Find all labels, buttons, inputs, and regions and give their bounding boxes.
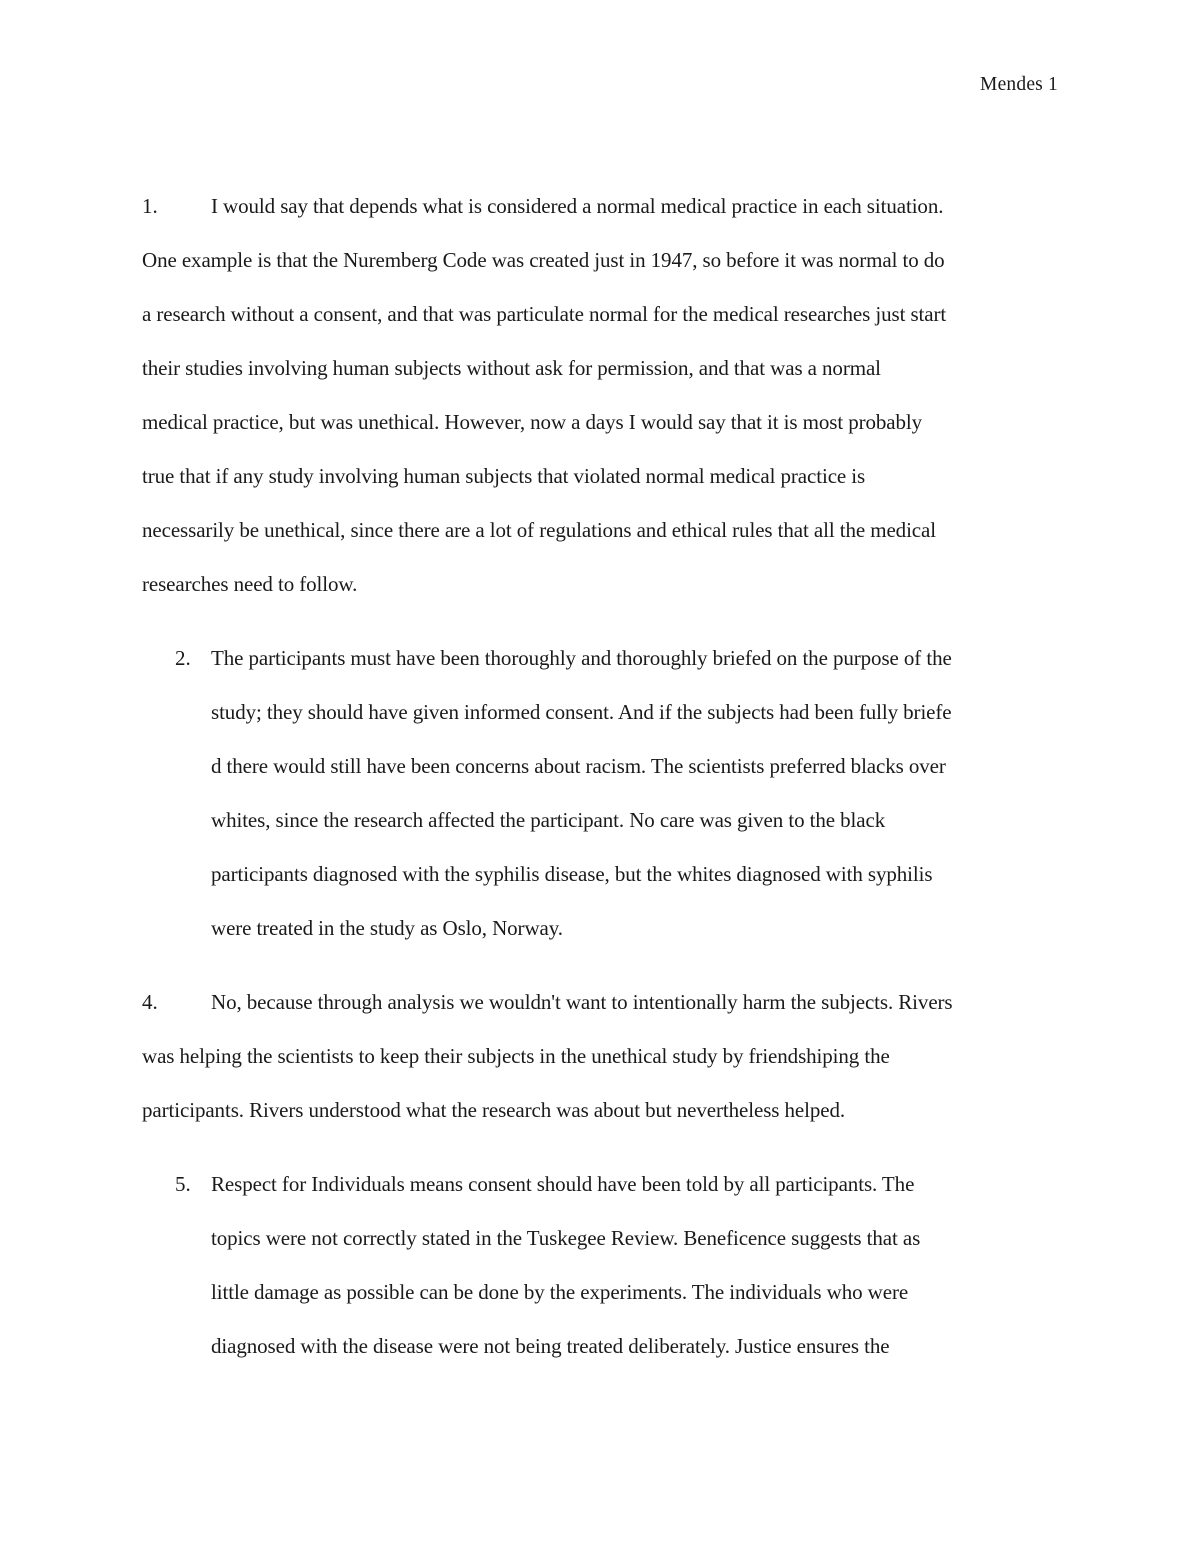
answer-1-number: 1. <box>142 194 158 218</box>
answer-2-line: whites, since the research affected the participant. No care was given to the black <box>211 808 886 832</box>
answer-2-number: 2. <box>175 646 191 670</box>
answer-5-line: Respect for Individuals means consent should have been told by all participants. The <box>211 1172 915 1196</box>
answer-4-line: was helping the scientists to keep their subjects in the unethical study by friendshiping the <box>142 1044 890 1068</box>
answer-4-number: 4. <box>142 990 158 1014</box>
answer-1-line: researches need to follow. <box>142 572 358 596</box>
answer-2-line: The participants must have been thoroughly and thoroughly briefed on the purpose of the <box>211 646 952 670</box>
answer-5-line: little damage as possible can be done by the experiments. The individuals who were <box>211 1280 909 1304</box>
answer-2-line: were treated in the study as Oslo, Norway. <box>211 916 563 940</box>
running-head: Mendes 1 <box>980 74 1058 95</box>
answer-5-number: 5. <box>175 1172 191 1196</box>
answer-1-line: their studies involving human subjects without ask for permission, and that was a normal <box>142 356 881 380</box>
answer-2-line: study; they should have given informed consent. And if the subjects had been fully briefe <box>211 700 952 724</box>
answer-1-line: medical practice, but was unethical. However, now a days I would say that it is most probably <box>142 410 923 434</box>
answer-1-line: true that if any study involving human subjects that violated normal medical practice is <box>142 464 866 488</box>
answer-1-line: a research without a consent, and that was particulate normal for the medical researches just start <box>142 302 947 326</box>
answer-1-line: necessarily be unethical, since there are a lot of regulations and ethical rules that all the medical <box>142 518 936 542</box>
answer-5-line: topics were not correctly stated in the Tuskegee Review. Beneficence suggests that as <box>211 1226 921 1250</box>
answer-4-line: participants. Rivers understood what the research was about but nevertheless helped. <box>142 1098 846 1122</box>
answer-1-line: I would say that depends what is considered a normal medical practice in each situation. <box>211 194 944 218</box>
answer-2-line: d there would still have been concerns about racism. The scientists preferred blacks over <box>211 754 946 778</box>
answer-2-line: participants diagnosed with the syphilis disease, but the whites diagnosed with syphilis <box>211 862 933 886</box>
answer-4-line: No, because through analysis we wouldn't want to intentionally harm the subjects. Rivers <box>211 990 953 1014</box>
answer-1-line: One example is that the Nuremberg Code was created just in 1947, so before it was normal to do <box>142 248 945 272</box>
answer-5-line: diagnosed with the disease were not being treated deliberately. Justice ensures the <box>211 1334 890 1358</box>
